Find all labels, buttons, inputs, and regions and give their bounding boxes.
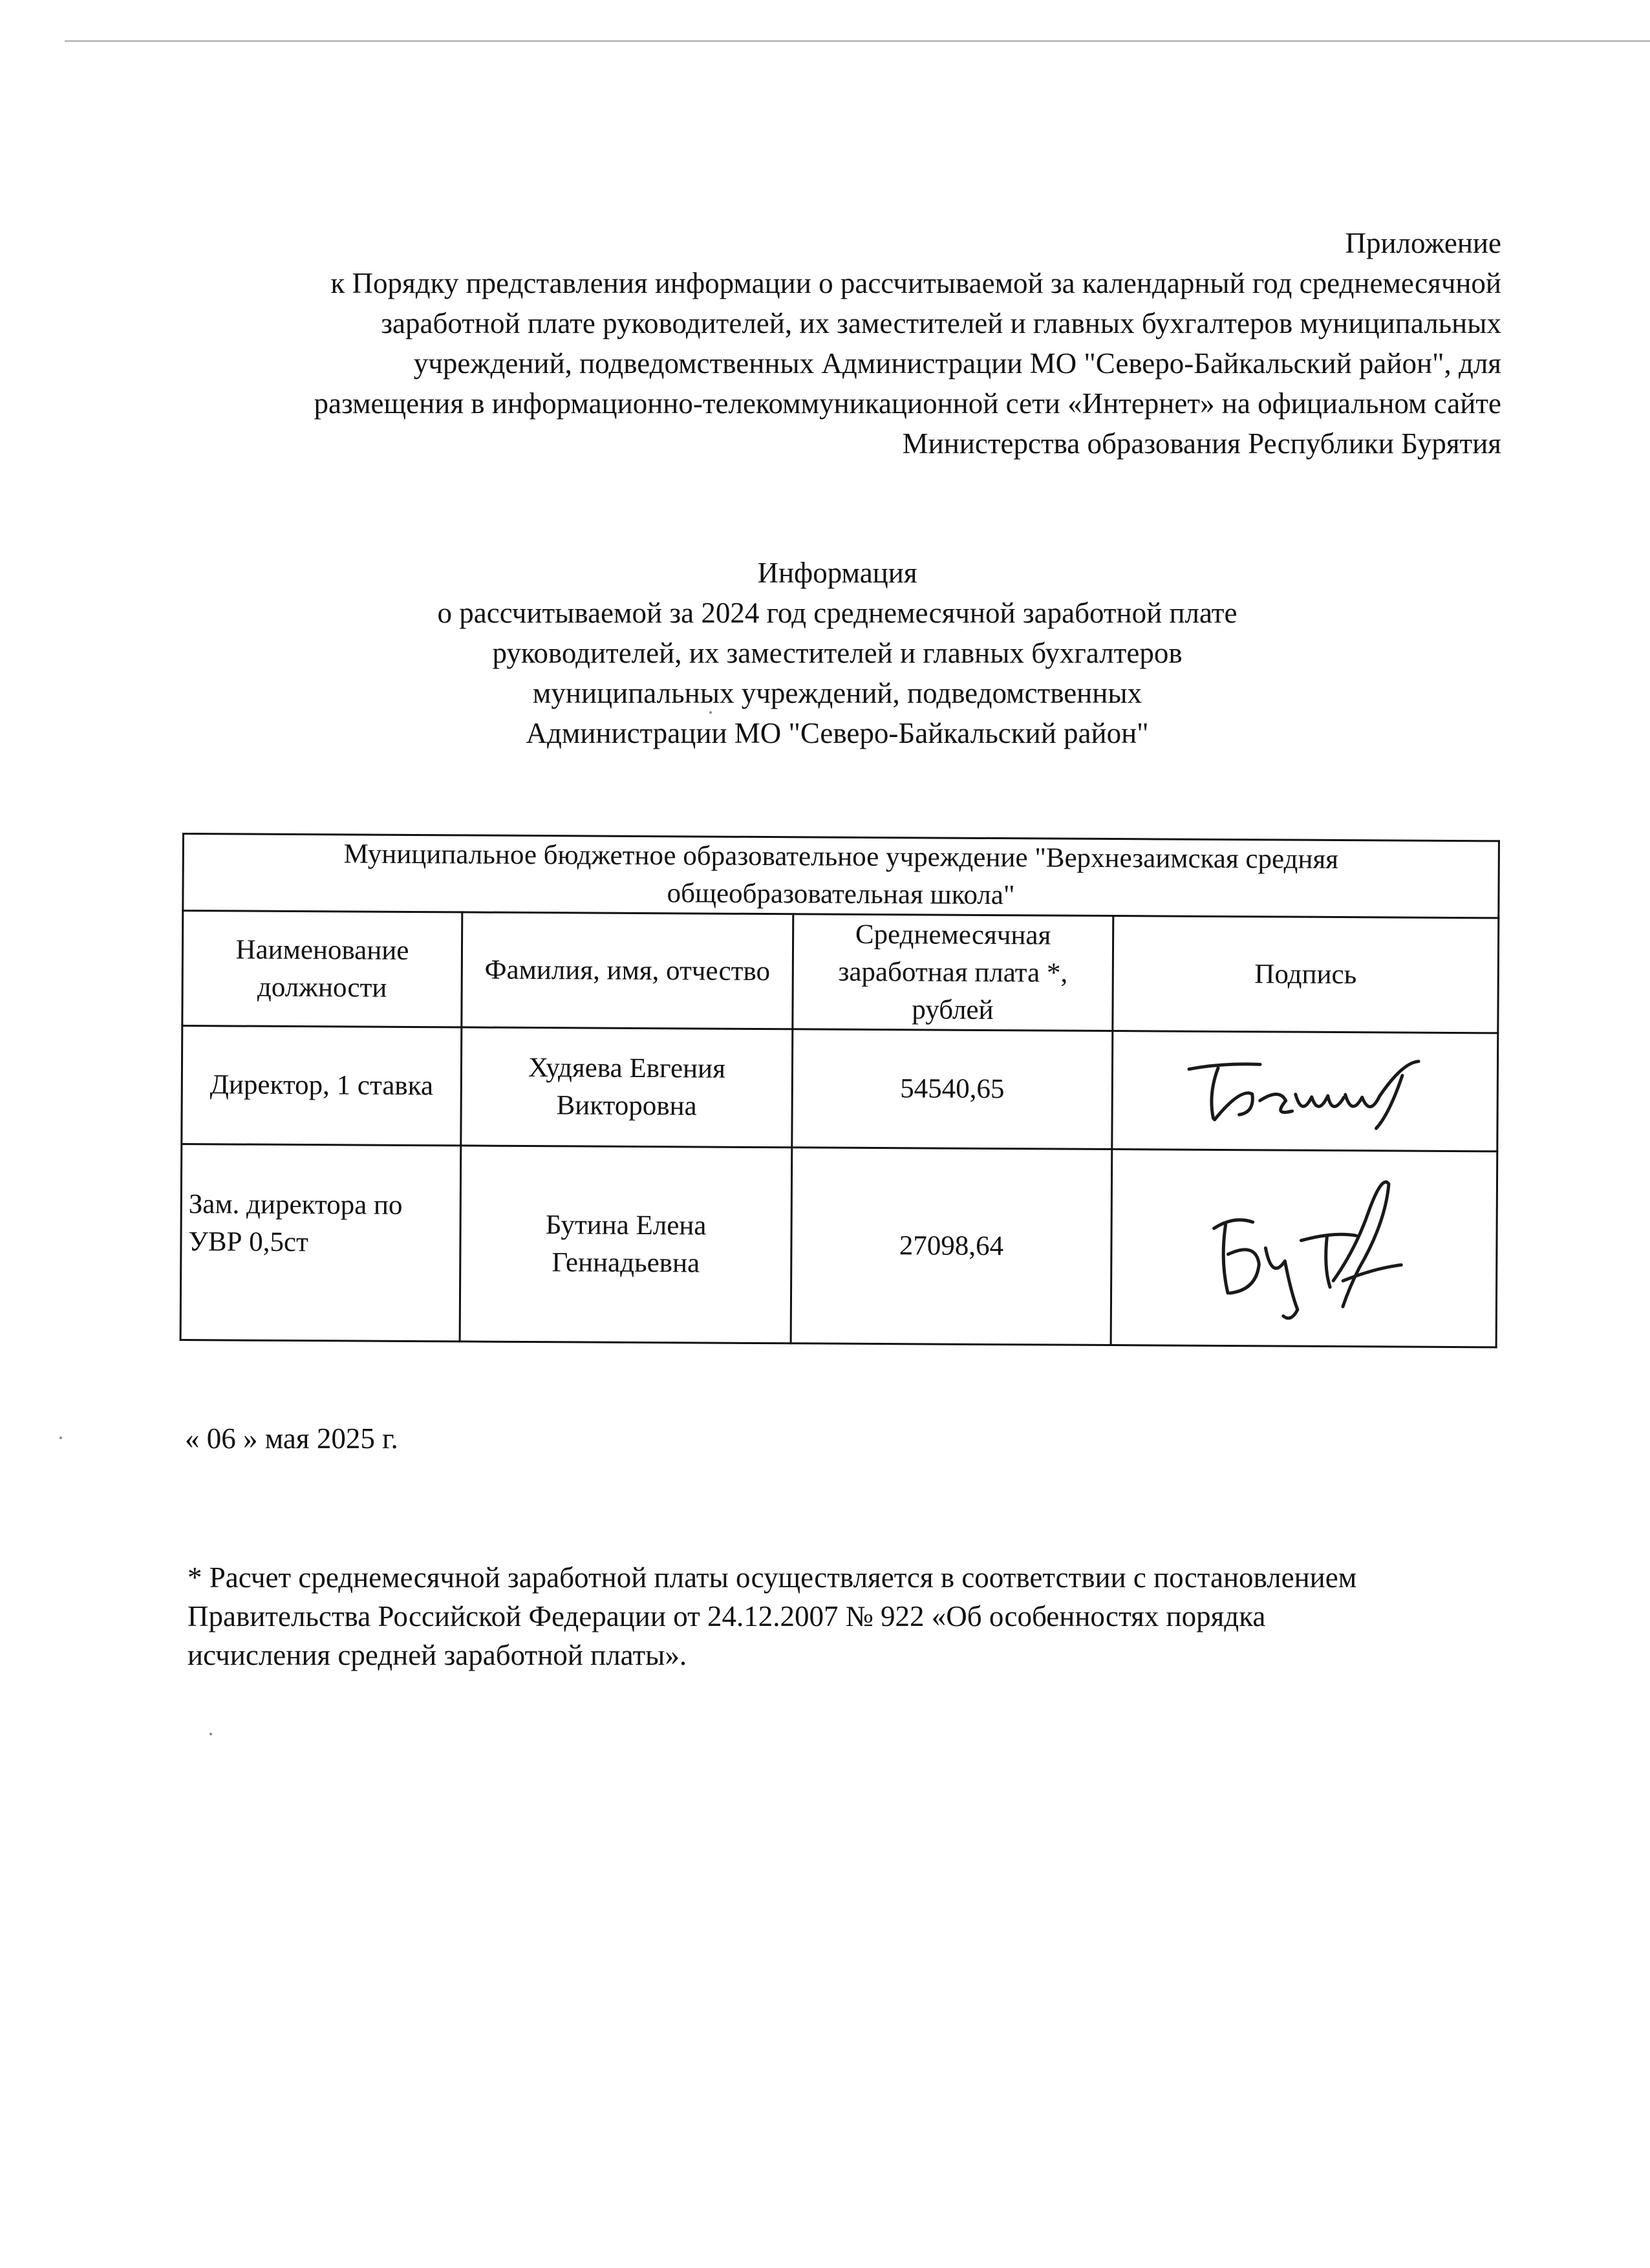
organization-name-cell: [183, 834, 1499, 918]
scan-speck: [59, 1437, 62, 1439]
document-subtitle-line: о рассчитываемой за 2024 год среднемесячной заработной плате: [437, 597, 1238, 629]
cell-position-line: Директор, 1 ставка: [209, 1069, 434, 1102]
cell-position-line: УВР 0,5ст: [188, 1226, 309, 1258]
footnote-line: * Расчет среднемесячной заработной платы осуществляется в соответствии с постановлением: [188, 1561, 1357, 1594]
scan-speck: [709, 711, 712, 714]
table-row: [182, 1026, 1498, 1151]
header-salary-line: рублей: [912, 994, 994, 1025]
handwritten-signature-1: [1182, 1049, 1428, 1134]
cell-salary: [791, 1148, 1112, 1345]
header-position-line: Наименование: [235, 934, 409, 966]
cell-name: [461, 1027, 793, 1148]
document-subtitle-line: Администрации МО "Северо-Байкальский район": [526, 717, 1149, 749]
appendix-header: [194, 223, 1501, 464]
header-signature: [1113, 916, 1499, 1033]
cell-name-line: Викторовна: [556, 1090, 697, 1122]
header-salary: [793, 914, 1113, 1031]
header-position: [182, 911, 462, 1027]
footnote-line: исчисления средней заработной платы».: [188, 1639, 687, 1671]
header-salary-line: заработная плата *,: [838, 956, 1068, 989]
footnote-line: Правительства Российской Федерации от 24.12.2007 № 922 «Об особенностях порядка: [188, 1600, 1266, 1632]
document-title: Информация: [757, 557, 917, 589]
organization-name-line: общеобразовательная школа": [667, 878, 1015, 911]
cell-position: [182, 1026, 462, 1146]
footnote: [188, 1558, 1513, 1674]
header-position-line: должности: [257, 972, 387, 1003]
document-subtitle-line: руководителей, их заместителей и главных бухгалтеров: [492, 637, 1183, 669]
appendix-line: размещения в информационно-телекоммуникационной сети «Интернет» на официальном сайте: [314, 387, 1501, 420]
appendix-title: Приложение: [1345, 227, 1501, 259]
salary-table: [180, 833, 1500, 1348]
cell-salary: [792, 1029, 1113, 1150]
appendix-line: заработной плате руководителей, их заместителей и главных бухгалтеров муниципальных: [381, 307, 1501, 339]
organization-name-line: Муниципальное бюджетное образовательное учреждение "Верхнезаимская средняя: [343, 839, 1339, 875]
appendix-line: учреждений, подведомственных Администрации МО "Северо-Байкальский район", для: [413, 347, 1501, 380]
cell-position-line: Зам. директора по: [188, 1189, 403, 1221]
appendix-line: к Порядку представления информации о рассчитываемой за календарный год среднемесячной: [330, 267, 1501, 299]
salary-table-wrapper: [179, 833, 1501, 1364]
header-salary-line: Среднемесячная: [855, 919, 1051, 951]
document-title-block: [194, 553, 1481, 753]
cell-name-line: Бутина Елена: [545, 1210, 707, 1241]
cell-position: [180, 1144, 461, 1342]
handwritten-signature-2: [1194, 1170, 1414, 1327]
cell-name: [460, 1146, 792, 1343]
cell-name-line: Геннадьевна: [552, 1247, 700, 1279]
header-name: [462, 912, 793, 1029]
document-subtitle-line: муниципальных учреждений, подведомственных: [532, 677, 1142, 709]
cell-name-line: Худяева Евгения: [528, 1052, 726, 1084]
cell-signature: [1112, 1031, 1498, 1151]
cell-salary-value: 54540,65: [900, 1073, 1005, 1105]
document-date: « 06 » мая 2025 г.: [185, 1422, 398, 1455]
header-name-line: Фамилия, имя, отчество: [484, 954, 771, 987]
scan-edge-line: [65, 40, 1650, 42]
table-row: [180, 1144, 1497, 1347]
table-header-row: [182, 911, 1499, 1033]
appendix-line: Министерства образования Республики Бурятия: [902, 427, 1501, 460]
scan-speck: [209, 1733, 212, 1735]
cell-signature: [1111, 1150, 1497, 1347]
cell-salary-value: 27098,64: [899, 1230, 1004, 1262]
header-signature-line: Подпись: [1254, 958, 1357, 990]
